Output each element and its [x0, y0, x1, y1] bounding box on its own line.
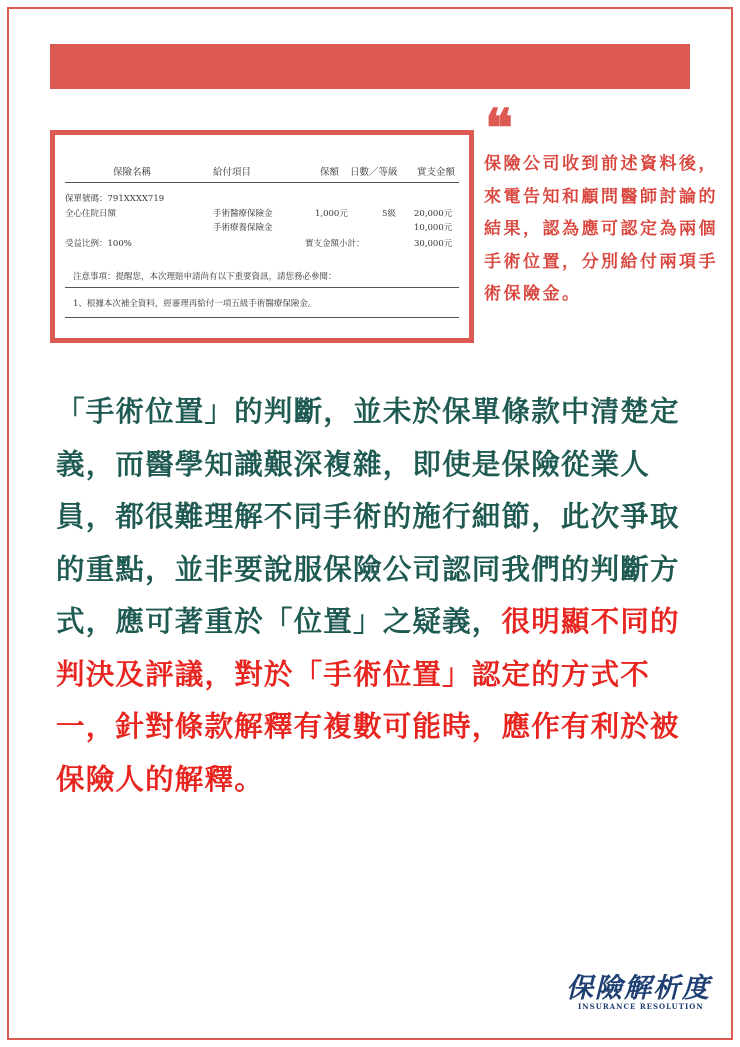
- policy-number: 保單號碼：791XXXX719: [65, 194, 165, 204]
- payment-item: 手術醫療保險金: [213, 209, 273, 219]
- payment-item: 手術療養保險金: [213, 223, 273, 233]
- note-item: 1、根據本次補全資料，經審理再給付一項五級手術醫療保險金。: [73, 299, 317, 309]
- logo-english-text: INSURANCE RESOLUTION: [578, 1002, 704, 1011]
- quote-mark-icon: ❝: [485, 98, 513, 159]
- paragraph-red-part: 很明顯不同的判決及評議，對於「手術位置」認定的方式不一，針對條款解釋有複數可能時，應作有利於被保險人的解釋。: [56, 605, 680, 796]
- header-plan-name: 保險名稱: [113, 167, 152, 178]
- quote-text: 保險公司收到前述資料後，來電告知和顧問醫師討論的結果，認為應可認定為兩個手術位置，分別給付兩項手術保險金。: [484, 154, 718, 304]
- header-bar: [50, 44, 690, 89]
- paragraph-green-part: 「手術位置」的判斷，並未於保單條款中清楚定義，而醫學知識艱深複雜，即使是保險從業人員，都很難理解不同手術的施行細節，此次爭取的重點，並非要說服保險公司認同我們的判斷方式，應可著重於「位置」之疑義，: [56, 395, 680, 638]
- header-coverage: 保額: [320, 167, 340, 178]
- main-paragraph: [56, 386, 696, 806]
- beneficiary-ratio: 受益比例：100%: [65, 239, 132, 249]
- subtotal-value: 30,000元: [414, 239, 453, 249]
- brand-logo: [566, 966, 716, 1018]
- notice-divider: [65, 287, 459, 288]
- header-actual-amount: 實支金額: [417, 167, 456, 178]
- surgery-level: 5級: [382, 209, 396, 219]
- logo-chinese-text: 保險解析度: [566, 973, 711, 1004]
- claim-document-image: [50, 130, 474, 343]
- note-divider: [65, 317, 459, 318]
- table-divider: [65, 182, 459, 183]
- notice-text: 注意事項：提醒您，本次理賠申請尚有以下重要資訊，請您務必參閱：: [73, 272, 337, 282]
- header-days-level: 日數／等級: [350, 167, 398, 178]
- actual-amount: 20,000元: [414, 209, 453, 219]
- header-payment-item: 給付項目: [213, 167, 252, 178]
- subtotal-label: 實支金額小計：: [305, 239, 365, 249]
- coverage-amount: 1,000元: [315, 209, 348, 219]
- plan-name: 全心住院日額: [65, 209, 117, 219]
- actual-amount: 10,000元: [414, 223, 453, 233]
